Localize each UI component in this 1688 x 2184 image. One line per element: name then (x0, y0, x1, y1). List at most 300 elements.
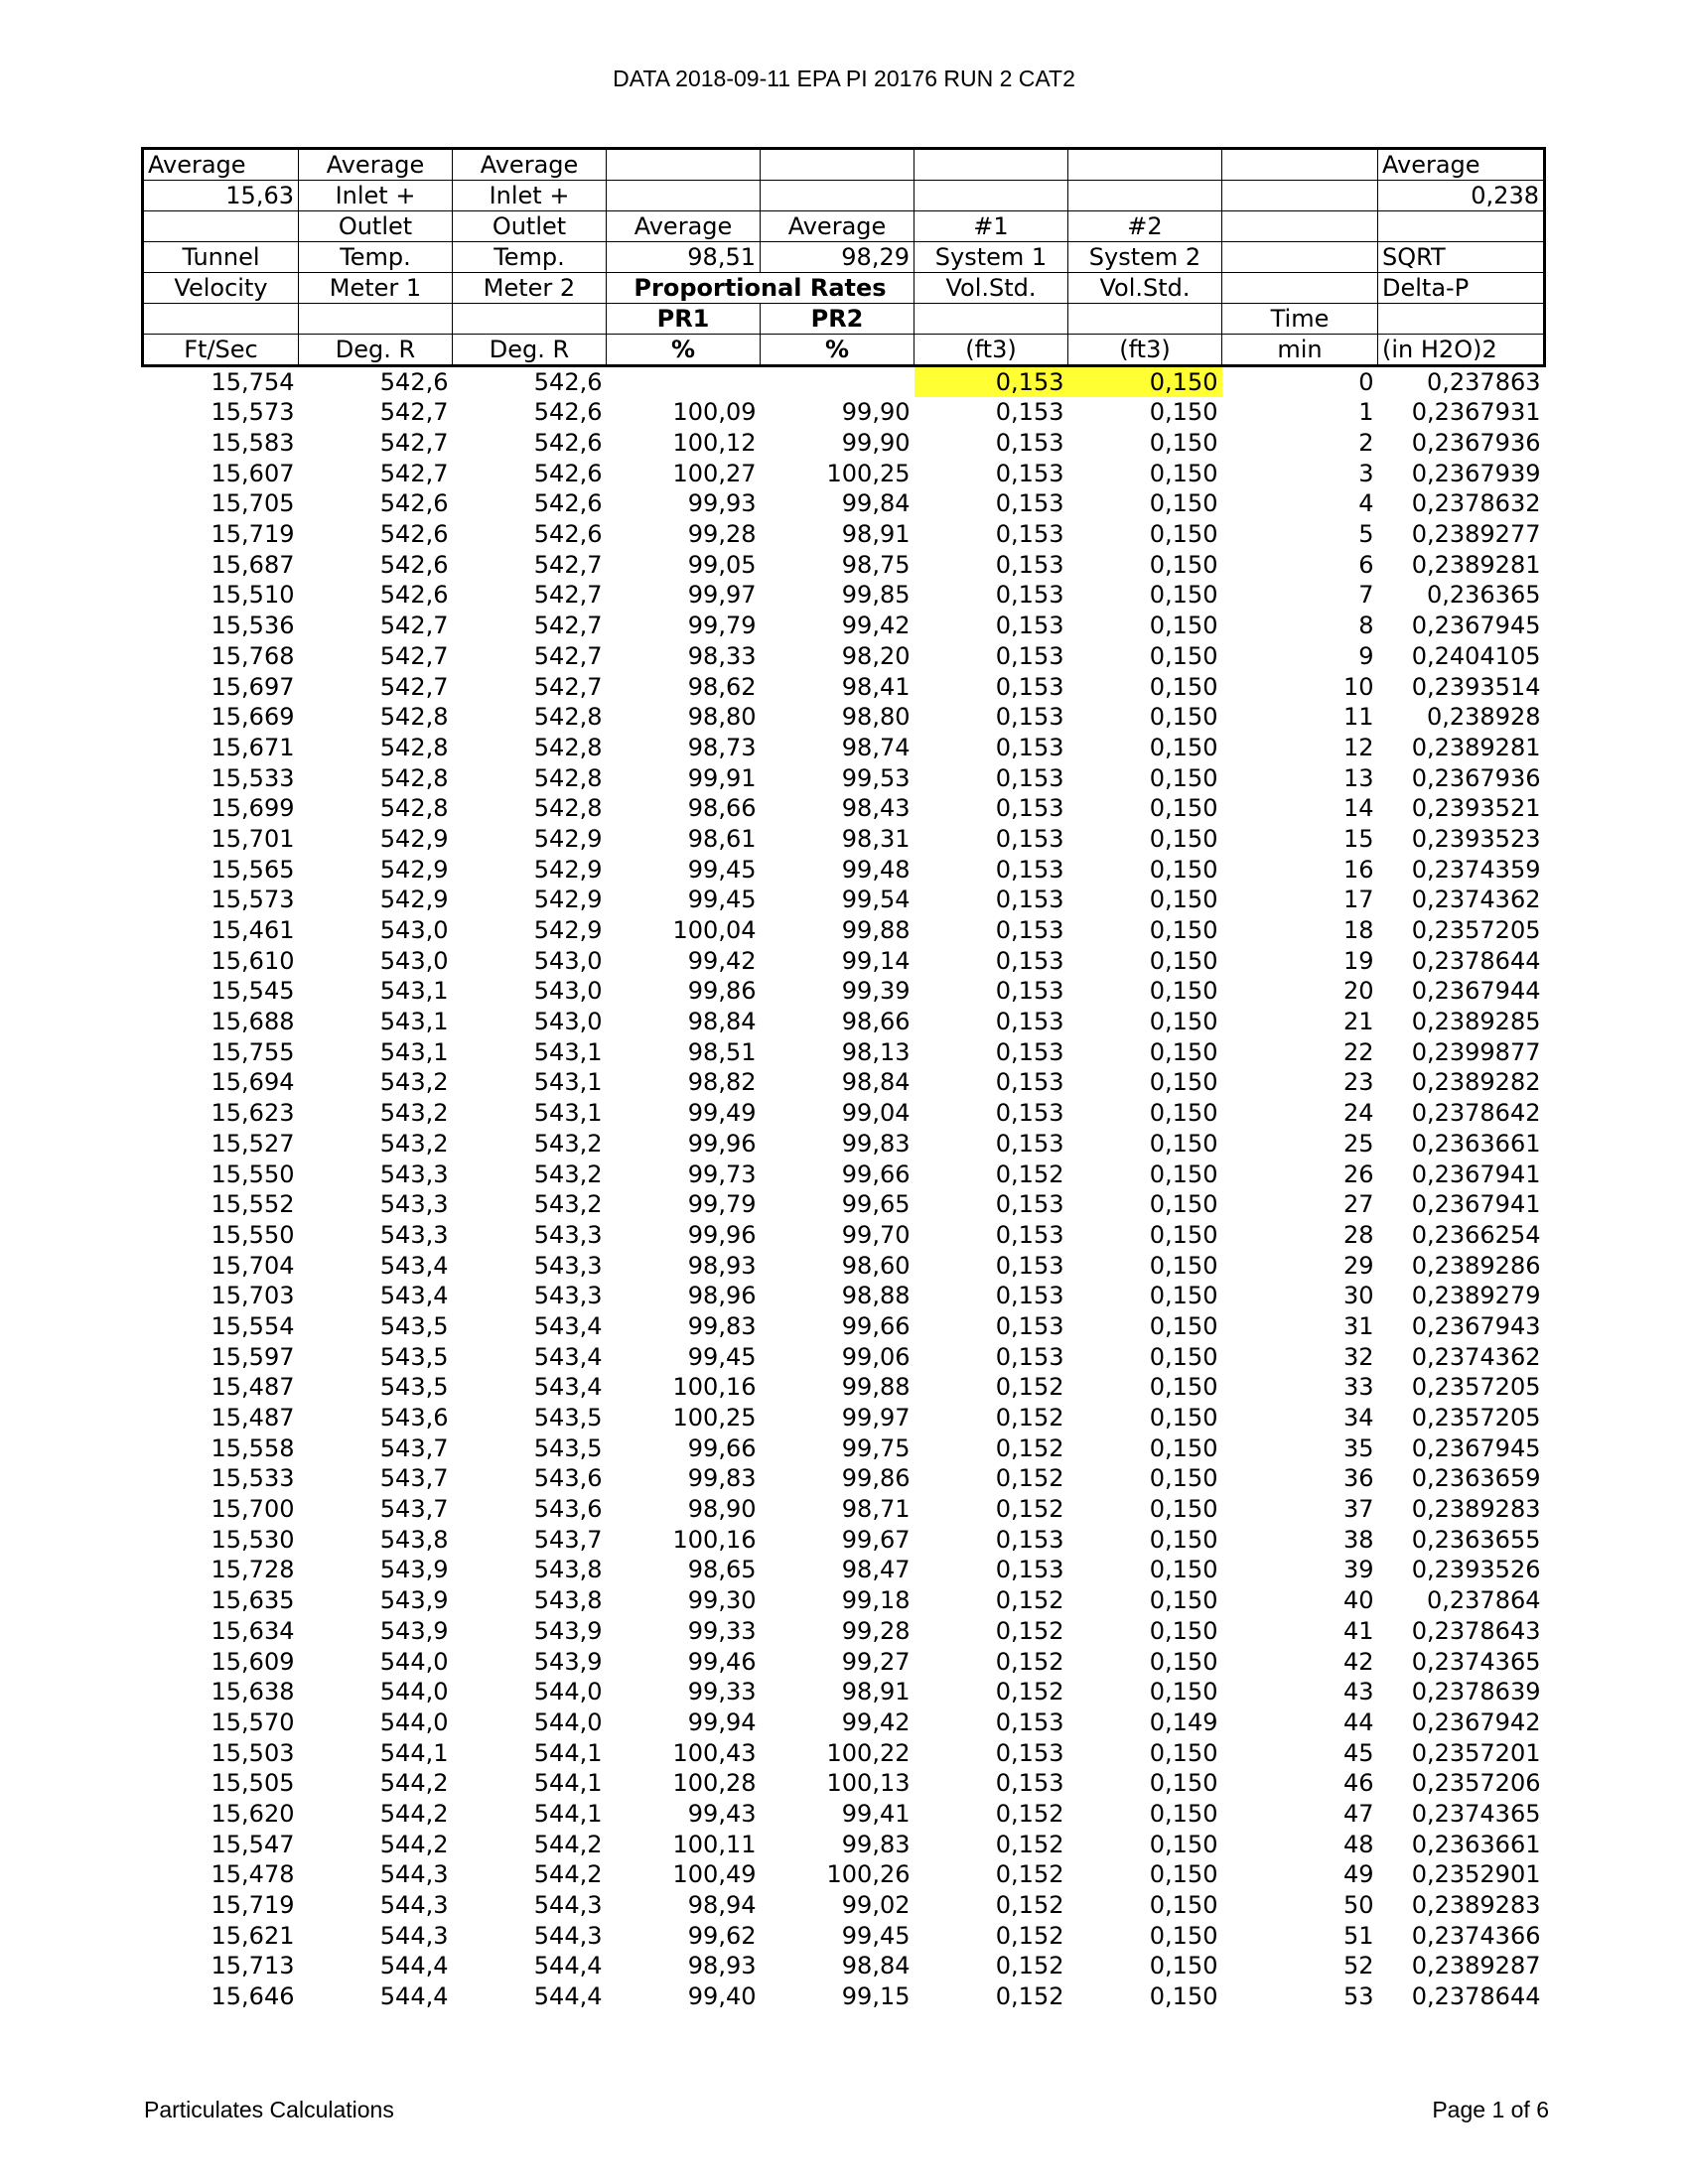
table-cell: 0,150 (1149, 641, 1218, 670)
table-cell: 0,153 (995, 1099, 1064, 1128)
table-cell: 99,49 (687, 1099, 757, 1128)
table-cell: 543,7 (533, 1525, 603, 1554)
table-cell: 15,487 (211, 1404, 295, 1433)
table-cell: 15,547 (211, 1830, 295, 1858)
table-cell: 0,150 (1149, 672, 1218, 701)
table-cell: 0,2357201 (1411, 1738, 1541, 1767)
table-cell: 0,2393521 (1411, 794, 1541, 823)
table-cell: 98,51 (687, 1037, 757, 1066)
table-cell: 0,153 (995, 946, 1064, 975)
table-cell: 543,5 (379, 1342, 449, 1371)
table-cell: 542,6 (533, 489, 603, 518)
header-cell: Vol.Std. (914, 273, 1068, 304)
header-cell: Inlet + (453, 181, 607, 211)
table-cell: 21 (1342, 1008, 1374, 1036)
table-cell: 542,6 (379, 581, 449, 610)
table-cell: 99,45 (687, 1342, 757, 1371)
header-row-3 (143, 211, 1545, 242)
table-cell: 98,88 (841, 1282, 911, 1310)
table-cell: 99,48 (841, 855, 911, 884)
table-cell: 25 (1342, 1129, 1374, 1158)
table-cell: 0,153 (995, 429, 1064, 458)
header-cell: Average (299, 149, 453, 181)
table-row (143, 1098, 1545, 1129)
table-cell: 0,153 (995, 703, 1064, 732)
table-cell: 0,152 (995, 1464, 1064, 1493)
table-cell: 0,2367936 (1411, 763, 1541, 792)
table-cell: 99,96 (687, 1220, 757, 1249)
table-cell: 0,153 (995, 1525, 1064, 1554)
table-cell: 99,86 (841, 1464, 911, 1493)
table-cell: 544,0 (533, 1678, 603, 1706)
table-row (143, 824, 1545, 855)
table-cell: 0,153 (995, 1311, 1064, 1340)
table-cell: 542,6 (533, 368, 603, 396)
header-cell (1222, 211, 1378, 242)
table-cell: 542,8 (379, 733, 449, 761)
table-cell: 15,597 (211, 1342, 295, 1371)
table-cell: 22 (1342, 1037, 1374, 1066)
table-cell: 98,62 (687, 672, 757, 701)
table-cell: 15,703 (211, 1282, 295, 1310)
header-cell: System 1 (914, 242, 1068, 273)
table-row (143, 519, 1545, 550)
table-cell: 0,2367943 (1411, 1311, 1541, 1340)
table-cell: 0,150 (1149, 855, 1218, 884)
table-row (143, 1524, 1545, 1555)
header-cell (1222, 273, 1378, 304)
table-cell: 0,2367931 (1411, 398, 1541, 427)
table-row (143, 1859, 1545, 1890)
table-row (143, 1250, 1545, 1281)
header-cell: min (1222, 335, 1378, 366)
header-cell (1378, 211, 1545, 242)
table-cell: 542,7 (379, 641, 449, 670)
data-table (141, 147, 1546, 2011)
table-cell: 15,570 (211, 1707, 295, 1736)
table-cell: 98,41 (841, 672, 911, 701)
table-cell: 542,7 (379, 612, 449, 640)
table-cell: 0,2393514 (1411, 672, 1541, 701)
table-cell: 542,8 (533, 703, 603, 732)
table-cell: 0,150 (1149, 1952, 1218, 1980)
table-cell: 28 (1342, 1220, 1374, 1249)
table-cell: 9 (1358, 641, 1374, 670)
table-cell: 0,2367942 (1411, 1707, 1541, 1736)
table-cell: 0,2363659 (1411, 1464, 1541, 1493)
table-cell: 99,90 (841, 398, 911, 427)
table-cell: 15,487 (211, 1373, 295, 1402)
table-cell: 4 (1358, 489, 1374, 518)
table-cell: 0,2389285 (1411, 1008, 1541, 1036)
table-cell: 99,67 (841, 1525, 911, 1554)
table-cell: 99,28 (687, 520, 757, 549)
footer-right: Page 1 of 6 (1432, 2097, 1549, 2122)
table-cell: 15,583 (211, 429, 295, 458)
header-row-7 (143, 335, 1545, 366)
table-row (143, 793, 1545, 824)
table-cell: 99,97 (687, 581, 757, 610)
table-cell: 52 (1342, 1952, 1374, 1980)
table-cell: 0,153 (995, 641, 1064, 670)
table-body (143, 366, 1545, 2012)
table-cell: 544,0 (379, 1707, 449, 1736)
table-cell: 15,554 (211, 1311, 295, 1340)
table-cell: 543,4 (533, 1373, 603, 1402)
table-cell: 99,75 (841, 1433, 911, 1462)
header-cell (914, 149, 1068, 181)
header-cell: PR2 (761, 304, 914, 335)
table-cell: 0,2374359 (1411, 855, 1541, 884)
header-row-4 (143, 242, 1545, 273)
table-cell: 542,6 (533, 459, 603, 487)
table-cell: 15,755 (211, 1037, 295, 1066)
table-cell: 0,150 (1149, 1282, 1218, 1310)
table-cell: 544,4 (379, 1982, 449, 2011)
table-cell: 98,73 (687, 733, 757, 761)
table-cell: 542,7 (533, 550, 603, 579)
table-cell: 543,0 (533, 977, 603, 1006)
table-cell: 0,237863 (1426, 368, 1541, 396)
table-cell: 543,0 (533, 946, 603, 975)
table-cell: 0,153 (995, 824, 1064, 853)
table-cell: 15,694 (211, 1068, 295, 1097)
header-cell (1222, 181, 1378, 211)
table-cell: 99,97 (841, 1404, 911, 1433)
table-row (143, 1707, 1545, 1738)
table-cell: 0,2367941 (1411, 1190, 1541, 1219)
table-cell: 542,8 (533, 794, 603, 823)
table-row (143, 671, 1545, 702)
table-cell: 0,2374365 (1411, 1647, 1541, 1676)
table-cell: 0,153 (995, 733, 1064, 761)
table-cell: 0,150 (1149, 946, 1218, 975)
header-cell: Deg. R (453, 335, 607, 366)
table-cell: 0,150 (1149, 612, 1218, 640)
table-cell: 0,2399877 (1411, 1037, 1541, 1066)
table-cell: 0,236365 (1426, 581, 1541, 610)
table-cell: 542,8 (533, 733, 603, 761)
table-cell: 0,150 (1149, 1373, 1218, 1402)
table-cell: 100,43 (672, 1738, 757, 1767)
table-cell: 98,94 (687, 1891, 757, 1920)
header-cell: SQRT (1378, 242, 1545, 273)
table-cell: 15,620 (211, 1799, 295, 1828)
table-cell: 100,13 (826, 1769, 911, 1798)
average-pr1-value: 98,51 (607, 242, 761, 273)
table-cell: 100,49 (672, 1860, 757, 1889)
table-cell: 98,91 (841, 1678, 911, 1706)
table-cell: 543,9 (379, 1616, 449, 1645)
table-cell: 99,73 (687, 1160, 757, 1188)
table-row (143, 1677, 1545, 1707)
table-cell: 2 (1358, 429, 1374, 458)
table-cell: 544,3 (379, 1921, 449, 1950)
table-cell: 0,150 (1149, 1311, 1218, 1340)
table-cell: 8 (1358, 612, 1374, 640)
table-cell: 544,1 (533, 1738, 603, 1767)
table-cell: 6 (1358, 550, 1374, 579)
table-cell: 45 (1342, 1738, 1374, 1767)
table-cell: 543,5 (533, 1433, 603, 1462)
table-cell: 15,687 (211, 550, 295, 579)
table-cell: 42 (1342, 1647, 1374, 1676)
table-cell: 0,150 (1149, 1891, 1218, 1920)
table-cell: 0,153 (995, 459, 1064, 487)
table-cell: 100,16 (672, 1373, 757, 1402)
table-cell: 98,84 (841, 1952, 911, 1980)
table-cell: 0,150 (1149, 459, 1218, 487)
table-cell: 100,25 (826, 459, 911, 487)
table-row (143, 1951, 1545, 1981)
table-cell: 99,27 (841, 1647, 911, 1676)
table-cell: 0,2404105 (1411, 641, 1541, 670)
table-cell: 15,607 (211, 459, 295, 487)
table-cell: 15,701 (211, 824, 295, 853)
table-cell: 99,42 (841, 612, 911, 640)
table-cell: 543,1 (533, 1099, 603, 1128)
header-cell (914, 304, 1068, 335)
table-cell: 38 (1342, 1525, 1374, 1554)
table-cell: 27 (1342, 1190, 1374, 1219)
table-cell: 100,28 (672, 1769, 757, 1798)
table-cell: 15,713 (211, 1952, 295, 1980)
footer-left: Particulates Calculations (144, 2097, 394, 2122)
table-cell: 0,153 (995, 672, 1064, 701)
table-cell: 543,3 (379, 1160, 449, 1188)
table-cell: 0,153 (995, 581, 1064, 610)
table-cell: 0,150 (1149, 1738, 1218, 1767)
table-cell: 0,2378632 (1411, 489, 1541, 518)
table-cell (761, 366, 914, 398)
table-cell: 24 (1342, 1099, 1374, 1128)
header-cell: Outlet (453, 211, 607, 242)
table-row (143, 1737, 1545, 1768)
table-row (143, 549, 1545, 580)
table-cell: 0,2357205 (1411, 916, 1541, 945)
table-cell: 99,42 (687, 946, 757, 975)
table-cell: 99,02 (841, 1891, 911, 1920)
table-cell: 99,45 (841, 1921, 911, 1950)
table-cell: 0,150 (1149, 733, 1218, 761)
table-cell: 544,4 (533, 1952, 603, 1980)
table-cell: 0,150 (1149, 1921, 1218, 1950)
table-cell: 15,634 (211, 1616, 295, 1645)
table-cell: 543,5 (379, 1311, 449, 1340)
table-cell: 0,2363661 (1411, 1129, 1541, 1158)
table-cell: 99,30 (687, 1586, 757, 1615)
table-row (143, 945, 1545, 976)
table-cell: 98,33 (687, 641, 757, 670)
table-cell: 98,66 (687, 794, 757, 823)
table-cell: 543,0 (379, 916, 449, 945)
table-cell: 15,646 (211, 1982, 295, 2011)
table-cell: 542,9 (379, 855, 449, 884)
table-cell: 0,150 (1149, 1190, 1218, 1219)
table-cell: 0,2366254 (1411, 1220, 1541, 1249)
table-cell: 23 (1342, 1068, 1374, 1097)
table-cell: 542,6 (533, 398, 603, 427)
table-cell: 0,150 (1149, 1769, 1218, 1798)
table-cell: 544,3 (379, 1891, 449, 1920)
table-cell: 98,13 (841, 1037, 911, 1066)
table-cell: 99,18 (841, 1586, 911, 1615)
table-cell (607, 366, 761, 398)
table-cell: 99,28 (841, 1616, 911, 1645)
page-title: DATA 2018-09-11 EPA PI 20176 RUN 2 CAT2 (613, 66, 1075, 91)
table-cell: 100,22 (826, 1738, 911, 1767)
table-cell: 0,2367939 (1411, 459, 1541, 487)
table-cell: 0,152 (995, 1921, 1064, 1950)
table-cell: 542,7 (533, 672, 603, 701)
table-cell: 542,9 (379, 824, 449, 853)
table-cell: 15,533 (211, 1464, 295, 1493)
table-cell: 0,153 (995, 1037, 1064, 1066)
table-cell: 15,505 (211, 1769, 295, 1798)
table-cell: 544,1 (379, 1738, 449, 1767)
table-cell: 98,65 (687, 1556, 757, 1584)
table-cell: 3 (1358, 459, 1374, 487)
table-cell: 99,53 (841, 763, 911, 792)
table-cell: 0,152 (995, 1616, 1064, 1645)
table-cell: 542,8 (379, 703, 449, 732)
table-cell: 20 (1342, 977, 1374, 1006)
table-cell: 542,7 (533, 612, 603, 640)
table-cell: 0,237864 (1426, 1586, 1541, 1615)
table-cell: 0,150 (1149, 489, 1218, 518)
table-cell: 15,545 (211, 977, 295, 1006)
table-cell: 14 (1342, 794, 1374, 823)
table-cell: 100,25 (672, 1404, 757, 1433)
header-cell: Average (607, 211, 761, 242)
table-cell: 99,83 (687, 1464, 757, 1493)
table-cell: 30 (1342, 1282, 1374, 1310)
header-cell (1068, 304, 1222, 335)
table-row (143, 1433, 1545, 1463)
table-cell: 0,150 (1149, 550, 1218, 579)
header-cell: Average (143, 149, 299, 181)
table-cell: 15,533 (211, 763, 295, 792)
table-cell: 0,150 (1149, 1068, 1218, 1097)
table-cell: 0,153 (995, 1769, 1064, 1798)
table-cell: 0,150 (1149, 1495, 1218, 1524)
header-cell (607, 149, 761, 181)
table-cell: 0,150 (1149, 1464, 1218, 1493)
table-cell: 0,152 (995, 1160, 1064, 1188)
table-cell: 0,2389283 (1411, 1495, 1541, 1524)
table-cell: 543,3 (379, 1220, 449, 1249)
table-cell: 99,96 (687, 1129, 757, 1158)
table-cell: 0,150 (1149, 1008, 1218, 1036)
table-cell: 0,153 (995, 398, 1064, 427)
table-cell: 98,90 (687, 1495, 757, 1524)
table-cell: 0,2363655 (1411, 1525, 1541, 1554)
table-cell: 543,9 (379, 1586, 449, 1615)
table-cell: 99,45 (687, 855, 757, 884)
table-cell: 543,6 (533, 1464, 603, 1493)
table-cell: 11 (1342, 703, 1374, 732)
header-cell: Temp. (299, 242, 453, 273)
table-cell: 0,150 (1149, 398, 1218, 427)
table-cell: 15,623 (211, 1099, 295, 1128)
table-cell: 100,04 (672, 916, 757, 945)
table-cell: 100,11 (672, 1830, 757, 1858)
table-cell: 99,93 (687, 489, 757, 518)
table-cell: 40 (1342, 1586, 1374, 1615)
table-row (143, 1555, 1545, 1585)
table-cell: 99,66 (841, 1311, 911, 1340)
table-cell: 543,8 (533, 1556, 603, 1584)
table-cell: 0,150 (1149, 1830, 1218, 1858)
table-cell: 99,54 (841, 886, 911, 914)
table-cell: 18 (1342, 916, 1374, 945)
table-row (143, 976, 1545, 1007)
table-row (143, 1159, 1545, 1189)
table-cell: 542,9 (533, 916, 603, 945)
table-cell: 19 (1342, 946, 1374, 975)
table-cell: 543,1 (533, 1037, 603, 1066)
table-cell: 543,2 (379, 1129, 449, 1158)
table-cell: 542,6 (379, 550, 449, 579)
table-cell: 0,153 (995, 1129, 1064, 1158)
table-cell: 37 (1342, 1495, 1374, 1524)
table-cell: 0,2393523 (1411, 824, 1541, 853)
header-cell (1222, 149, 1378, 181)
header-row-5 (143, 273, 1545, 304)
table-cell: 15,719 (211, 1891, 295, 1920)
header-cell (1068, 149, 1222, 181)
table-cell: 99,66 (687, 1433, 757, 1462)
table-cell: 99,42 (841, 1707, 911, 1736)
table-cell: 99,94 (687, 1707, 757, 1736)
table-cell: 15,638 (211, 1678, 295, 1706)
table-cell: 99,83 (687, 1311, 757, 1340)
table-cell: 0,153 (995, 1190, 1064, 1219)
table-cell: 0,150 (1149, 1799, 1218, 1828)
header-cell: PR1 (607, 304, 761, 335)
table-row (143, 488, 1545, 519)
table-cell: 0,153 (995, 763, 1064, 792)
table-row (143, 1829, 1545, 1859)
table-row (143, 1189, 1545, 1220)
table-cell: 33 (1342, 1373, 1374, 1402)
table-cell: 99,91 (687, 763, 757, 792)
header-cell: #2 (1068, 211, 1222, 242)
table-cell: 543,1 (379, 1008, 449, 1036)
table-cell: 0,238928 (1426, 703, 1541, 732)
table-cell: 0,150 (1149, 1160, 1218, 1188)
table-row (143, 1920, 1545, 1951)
header-cell (761, 181, 914, 211)
table-cell: 32 (1342, 1342, 1374, 1371)
table-cell: 99,15 (841, 1982, 911, 2011)
table-cell: 15,609 (211, 1647, 295, 1676)
table-cell: 99,14 (841, 946, 911, 975)
table-cell: 0,153 (995, 489, 1064, 518)
header-cell: % (761, 335, 914, 366)
table-cell: 543,4 (379, 1251, 449, 1280)
table-cell: 0,152 (995, 1830, 1064, 1858)
table-cell: 98,31 (841, 824, 911, 853)
table-cell: 26 (1342, 1160, 1374, 1188)
table-cell: 98,20 (841, 641, 911, 670)
table-cell: 99,45 (687, 886, 757, 914)
table-cell: 98,71 (841, 1495, 911, 1524)
table-cell: 0,152 (995, 1952, 1064, 1980)
header-row-2 (143, 181, 1545, 211)
table-row (143, 1585, 1545, 1616)
table-cell: 15,700 (211, 1495, 295, 1524)
